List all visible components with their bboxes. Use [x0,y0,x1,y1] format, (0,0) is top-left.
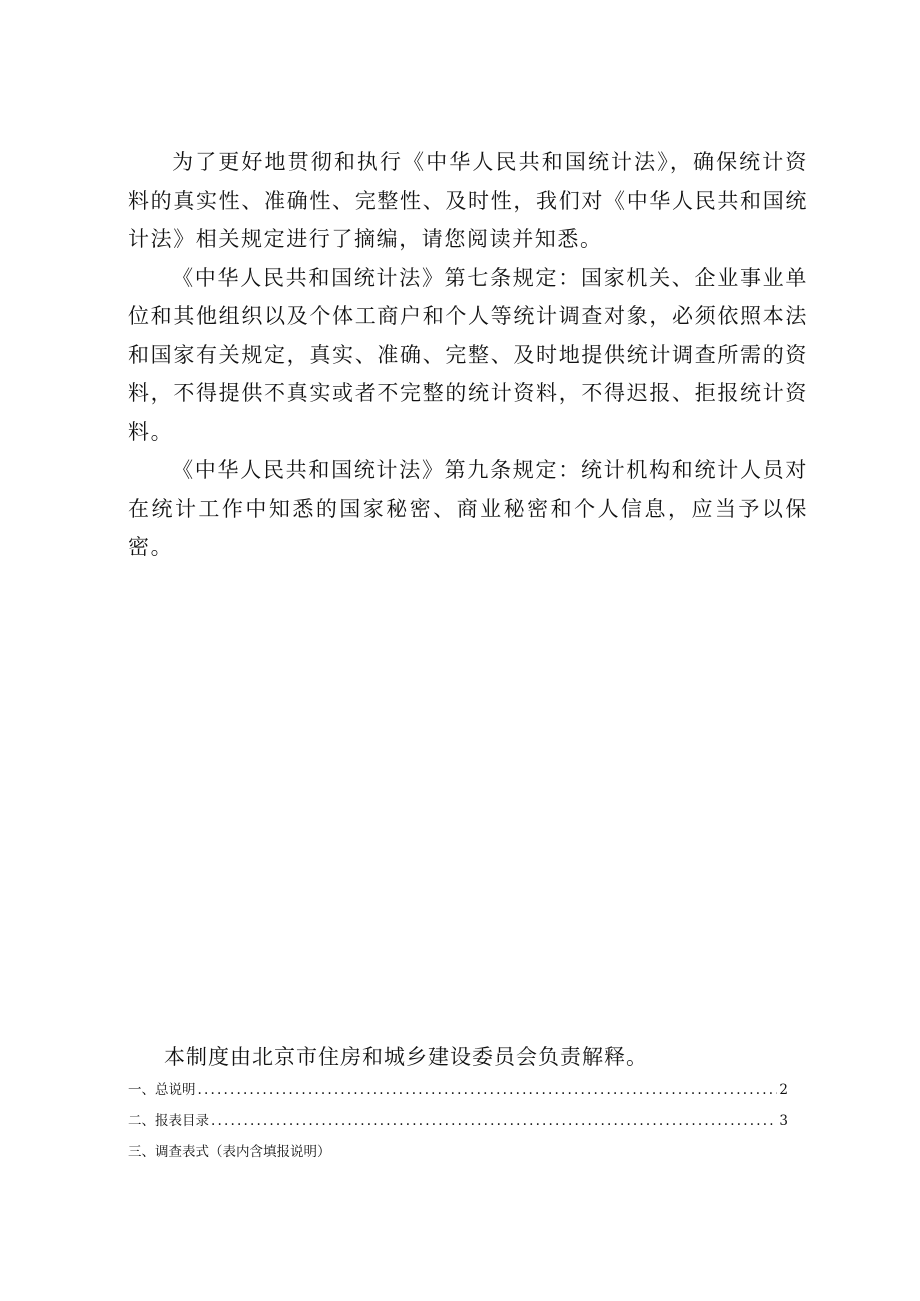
notice-paragraph-intro: 为了更好地贯彻和执行《中华人民共和国统计法》，确保统计资料的真实性、准确性、完整性、及时性，我们对《中华人民共和国统计法》相关规定进行了摘编，请您阅读并知悉。 [128,150,808,251]
interpretation-and-contents [128,1040,788,1169]
toc-entry-label: 二、报表目录 [128,1113,209,1129]
interpretation-statement: 本制度由北京市住房和城乡建设委员会负责解释。 [164,1045,648,1069]
toc-dot-leader [211,1107,777,1135]
notice-paragraph-article-9: 《中华人民共和国统计法》第九条规定：统计机构和统计人员对在统计工作中知悉的国家秘密、商业秘密和个人信息，应当予以保密。 [128,458,808,559]
toc-dot-leader [198,1076,778,1104]
toc-entry-survey-forms[interactable] [128,1138,788,1166]
toc-entry-label: 三、调查表式（表内含填报说明） [128,1144,331,1160]
toc-entry-label: 一、总说明 [128,1082,196,1098]
toc-entry-report-catalog[interactable] [128,1107,788,1135]
statistics-law-notice [128,143,808,567]
toc-entry-general-description[interactable] [128,1076,788,1104]
toc-page-number: 3 [779,1113,788,1129]
table-of-contents [128,1076,788,1166]
toc-page-number: 2 [779,1082,788,1098]
notice-paragraph-article-7: 《中华人民共和国统计法》第七条规定：国家机关、企业事业单位和其他组织以及个体工商户和个人等统计调查对象，必须依照本法和国家有关规定，真实、准确、完整、及时地提供统计调查所需的资料，不得提供不真实或者不完整的统计资料，不得迟报、拒报统计资料。 [128,265,808,444]
